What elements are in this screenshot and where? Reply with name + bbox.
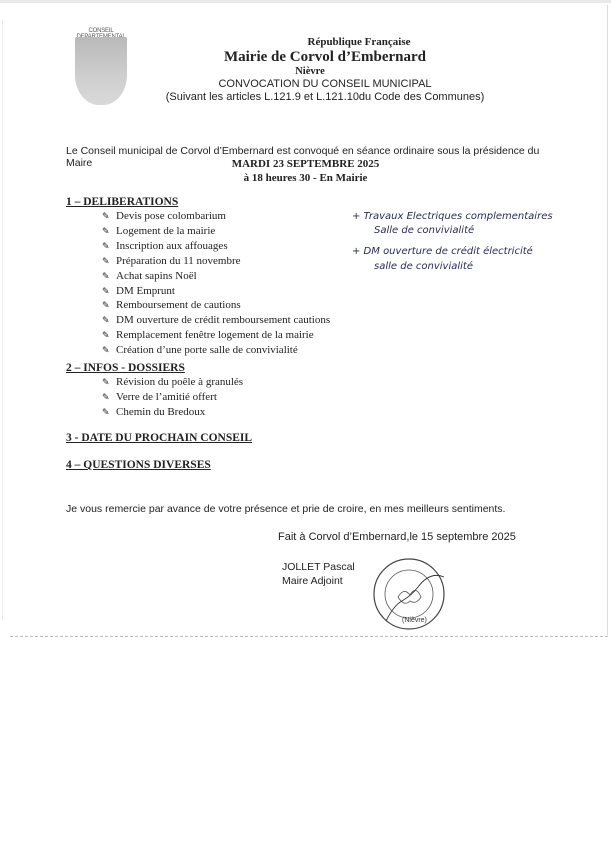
stamp-center-text: (Nièvre) [402,617,427,624]
pencil-icon: ✎ [102,378,110,388]
list-item [102,406,243,421]
list-item [102,376,243,391]
intro-text: Le Conseil municipal de Corvol d’Embernard est convoqué en séance ordinaire sous la présidence du Maire [66,145,540,169]
signer-role: Maire Adjoint [282,575,343,587]
list-item [102,299,330,314]
list-item-label: Devis pose colombarium [116,210,226,222]
list-item [102,210,330,225]
place-and-date: Fait à Corvol d’Embernard,le 15 septembre 2025 [278,531,516,543]
list-item [102,344,330,359]
pencil-icon: ✎ [102,392,110,403]
pencil-icon: ✎ [102,331,110,342]
letterhead [130,36,520,103]
convocation-title: CONVOCATION DU CONSEIL MUNICIPAL [218,77,432,90]
list-item [102,240,330,255]
infos-list [102,376,243,421]
scan-edge-left [2,20,3,620]
list-item-label: Préparation du 11 novembre [116,254,241,267]
list-item [102,225,330,240]
pencil-icon: ✎ [102,346,110,357]
pencil-icon: ✎ [102,271,110,282]
handwritten-note-1-line-1: + Travaux Electriques complementaires [352,211,553,222]
list-item-label: Chemin du Bredoux [116,405,206,418]
pencil-icon: ✎ [102,316,110,327]
pencil-icon: ✎ [102,256,110,267]
pencil-icon: ✎ [102,286,110,297]
handwritten-note-2-line-1: + DM ouverture de crédit électricité [352,246,533,257]
pencil-icon: ✎ [102,301,110,312]
closing-text: Je vous remercie par avance de votre présence et prie de croire, en mes meilleurs sentiments. [66,503,506,515]
scan-edge-bottom [10,636,608,637]
section-title-misc-questions: 4 – QUESTIONS DIVERSES [66,459,211,471]
scan-edge-right [607,5,608,635]
list-item [102,391,243,406]
list-item-label: Verre de l’amitié offert [116,390,217,403]
list-item-label: Logement de la mairie [116,224,216,237]
signer-name: JOLLET Pascal [282,561,355,573]
section-title-infos: 2 – INFOS - DOSSIERS [66,362,185,374]
list-item-label: Création d’une porte salle de convivialité [116,344,298,357]
list-item-label: Inscription aux affouages [116,239,228,252]
mairie-heading: Mairie de Corvol d’Embernard [223,48,427,65]
meeting-time: à 18 heures 30 - En Mairie [243,172,368,184]
logo-caption: CONSEIL [88,28,114,34]
republic-heading: République Française [307,36,411,48]
list-item-label: Achat sapins Noël [116,269,197,282]
list-item-label: Révision du poêle à granulés [116,376,244,388]
section-title-next-meeting: 3 - DATE DU PROCHAIN CONSEIL [66,432,253,444]
handwritten-note-1-line-2: Salle de convivialité [374,225,475,236]
pencil-icon: ✎ [102,407,110,418]
list-item [102,329,330,344]
list-item-label: DM ouverture de crédit remboursement cautions [116,314,331,327]
list-item [102,255,330,270]
list-item [102,270,330,285]
deliberations-list [102,210,330,359]
pencil-icon: ✎ [102,241,110,252]
meeting-date: MARDI 23 SEPTEMBRE 2025 [231,158,380,170]
list-item-label: Remboursement de cautions [116,299,241,312]
list-item [102,285,330,300]
handwritten-note-2-line-2: salle de convivialité [374,261,474,272]
list-item-label: Remplacement fenêtre logement de la mairie [116,329,314,342]
section-title-deliberations: 1 – DELIBERATIONS [66,196,179,208]
signature-block [282,560,355,588]
scan-edge-top [0,0,611,3]
list-item [102,314,330,329]
pencil-icon: ✎ [102,212,110,222]
official-stamp [372,557,446,631]
list-item-label: DM Emprunt [116,284,175,297]
department-heading: Nièvre [295,65,325,77]
pencil-icon: ✎ [102,226,110,237]
legal-reference: (Suivant les articles L.121.9 et L.121.10du Code des Communes) [165,90,485,103]
